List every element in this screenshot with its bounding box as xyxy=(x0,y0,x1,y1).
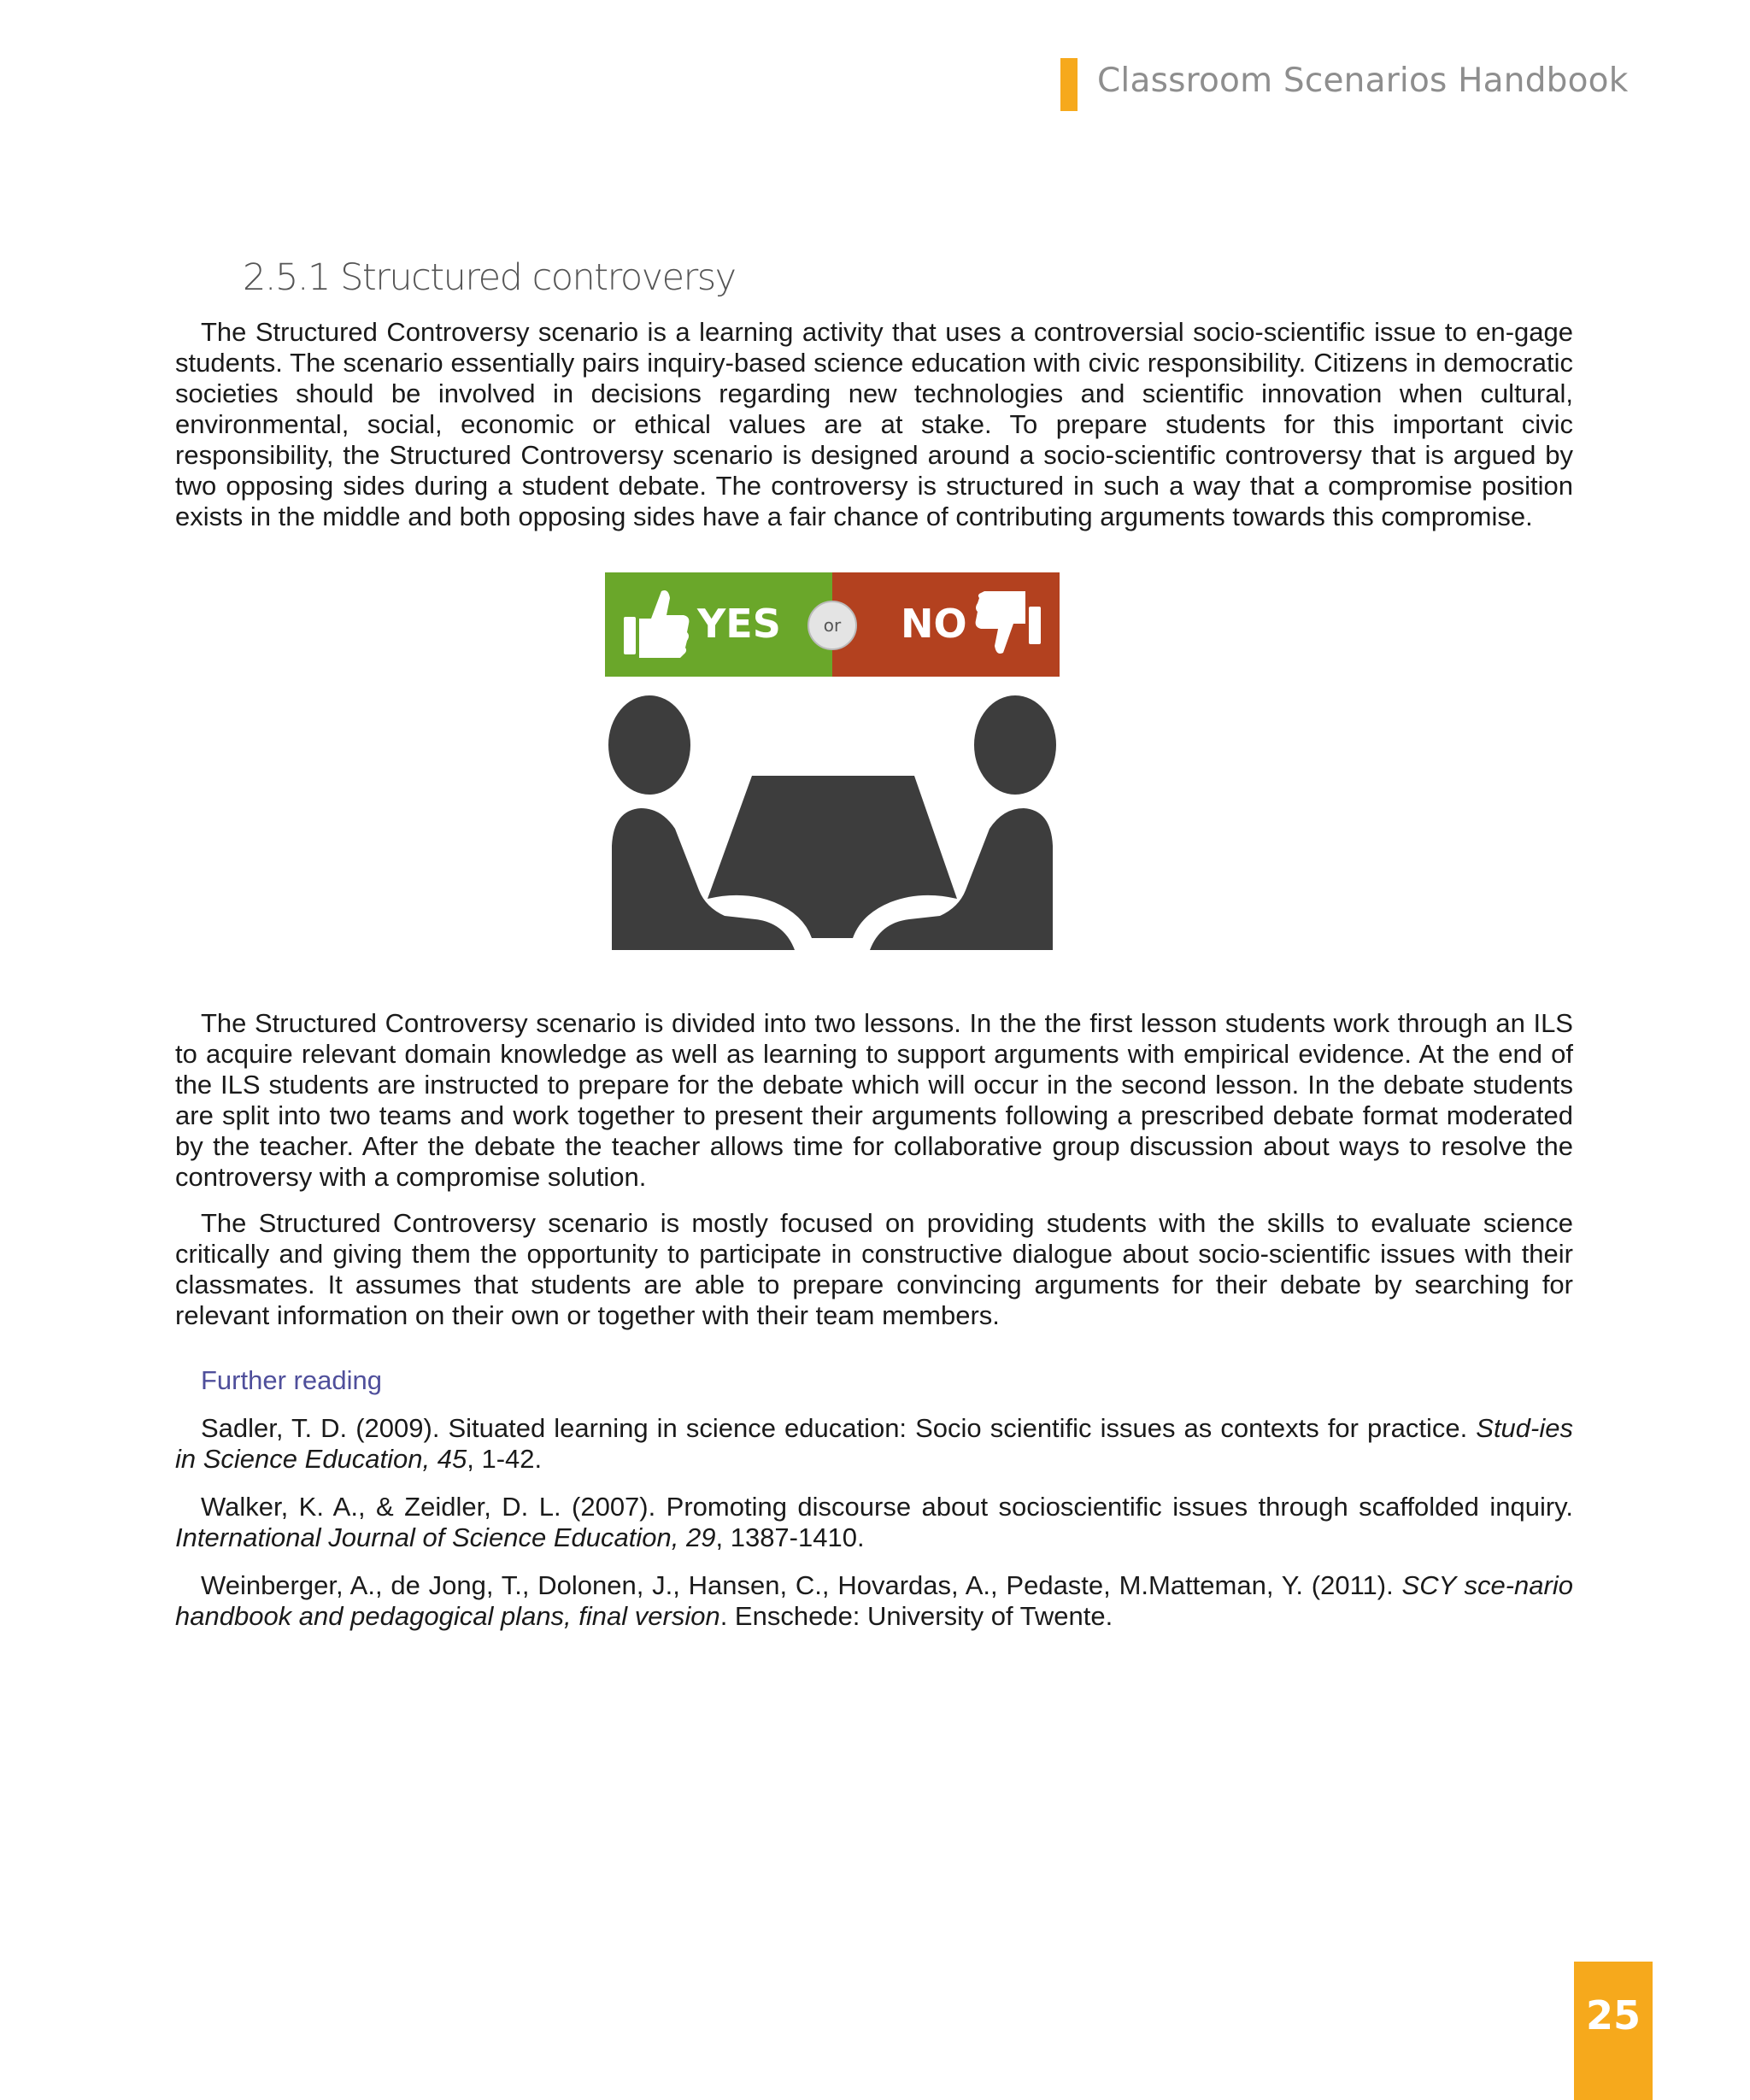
table xyxy=(708,776,957,938)
header-accent-bar xyxy=(1060,58,1078,111)
reference-source: SCY sce-nario handbook and pedagogical plans, final version xyxy=(175,1570,1573,1631)
paragraph-lessons: The Structured Controversy scenario is divided into two lessons. In the the first lesson students work through an ILS to acquire relevant domain knowledge as well as learning to support arguments with empirical evidence. At the end of the ILS students are instructed to prepare for the debate which will occur in the second lesson. In the debate students are split into two teams and work together to present their arguments following a prescribed debate format moderated by the teacher. After the debate the teacher allows time for collaborative group discussion about ways to resolve the controversy with a compromise solution. xyxy=(175,1008,1573,1192)
debate-illustration-svg xyxy=(605,572,1060,961)
reference-source: International Journal of Science Education, 29 xyxy=(175,1522,716,1552)
reference-pages: . Enschede: University of Twente. xyxy=(719,1601,1113,1631)
debate-illustration xyxy=(605,572,1060,961)
or-label: or xyxy=(823,615,842,636)
paragraph-intro: The Structured Controversy scenario is a learning activity that uses a controversial socio-scientific issue to en-gage students. The scenario essentially pairs inquiry-based science education with civic responsibility. Citizens in democratic societies should be involved in decisions regarding new technologies and scientific innovation when cultural, environmental, social, economic or ethical values are at stake. To prepare students for this important civic responsibility, the Structured Controversy scenario is designed around a socio-scientific controversy that is argued by two opposing sides during a student debate. The controversy is structured in such a way that a compromise position exists in the middle and both opposing sides have a fair chance of contributing arguments towards this compromise. xyxy=(175,317,1573,531)
reference-authors: Sadler, T. D. (2009). Situated learning in science education: Socio scientific issues as contexts for practice. xyxy=(201,1413,1477,1443)
page-number: 25 xyxy=(1585,1992,1641,2038)
reference-item xyxy=(175,1570,1573,1632)
reference-source: Stud-ies in Science Education, 45 xyxy=(175,1413,1573,1474)
section-heading: 2.5.1 Structured controversy xyxy=(243,256,736,299)
reference-authors: Walker, K. A., & Zeidler, D. L. (2007). Promoting discourse about socioscientific issues through scaffolded inquiry. xyxy=(201,1492,1573,1522)
reference-item xyxy=(175,1492,1573,1553)
people-at-table-icon xyxy=(608,695,1056,950)
reference-item xyxy=(175,1413,1573,1475)
reference-pages: , 1387-1410. xyxy=(715,1522,865,1552)
reference-authors: Weinberger, A., de Jong, T., Dolonen, J., Hansen, C., Hovardas, A., Pedaste, M.Matteman, Y. (2011). xyxy=(201,1570,1402,1600)
running-header: Classroom Scenarios Handbook xyxy=(1097,62,1629,100)
left-person-head xyxy=(608,695,690,795)
further-reading-heading: Further reading xyxy=(201,1365,382,1395)
no-label: NO xyxy=(901,601,967,647)
yes-label: YES xyxy=(697,601,781,647)
paragraph-focus: The Structured Controversy scenario is mostly focused on providing students with the skills to evaluate science critically and giving them the opportunity to participate in constructive dialogue about socio-scientific issues with their classmates. It assumes that students are able to prepare convincing arguments for their debate by searching for relevant information on their own or together with their team members. xyxy=(175,1208,1573,1330)
right-person-head xyxy=(974,695,1056,795)
reference-pages: , 1-42. xyxy=(467,1444,543,1474)
